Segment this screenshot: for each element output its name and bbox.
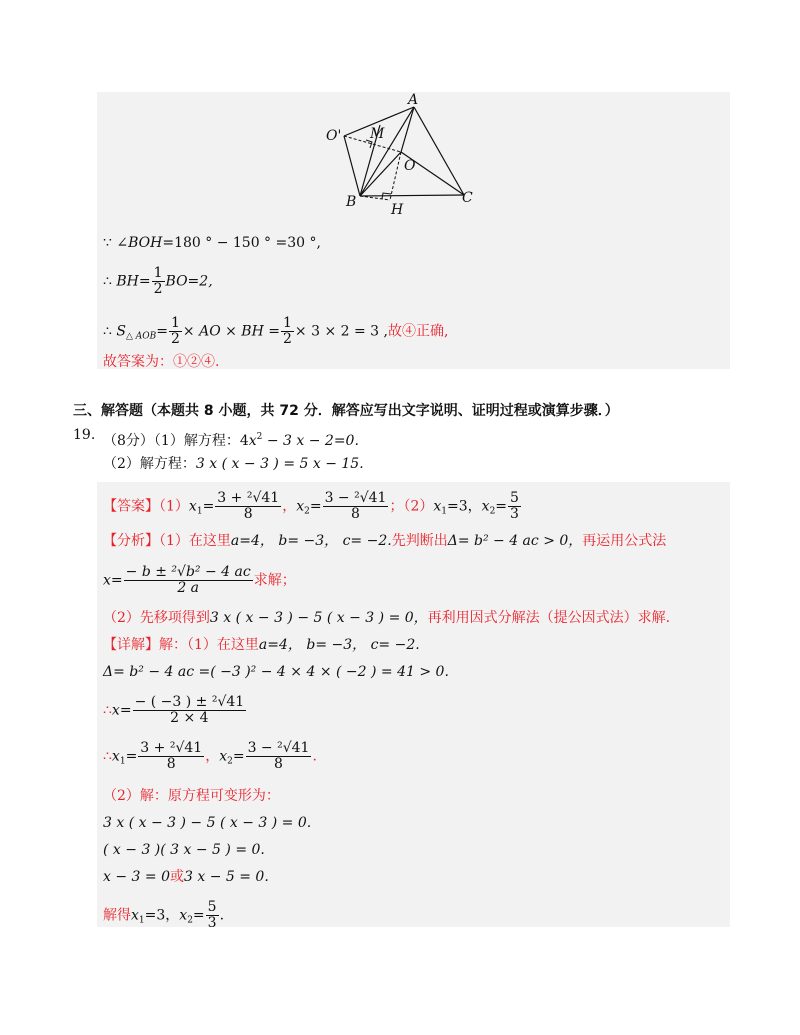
equals-sign: = <box>192 907 205 924</box>
formula-lhs: x= <box>103 572 123 589</box>
fraction-numerator: 3 − ²√41 <box>324 490 387 506</box>
analysis-tag: 【分析】 <box>103 533 159 549</box>
therefore-symbol: ∴ <box>103 702 112 719</box>
fraction-denominator: 8 <box>166 756 176 772</box>
separator: ； <box>389 498 404 515</box>
coefficient-values: a=4， b= −3， c= −2. <box>258 637 420 653</box>
analysis-text: 再运用公式法 <box>582 533 667 549</box>
therefore-symbol: ∴ <box>103 323 112 340</box>
root-x2: x <box>296 498 305 515</box>
equation-expression: 3 x ( x − 3 ) = 5 x − 15. <box>195 456 364 472</box>
step-2: ( x − 3 )( 3 x − 5 ) = 0. <box>103 842 265 858</box>
fraction-denominator: 8 <box>243 506 253 522</box>
detail-text: 解：（1）在这里 <box>159 637 259 653</box>
root-x2: x <box>481 498 490 515</box>
fraction-denominator: 8 <box>274 756 283 772</box>
variable-x: x <box>248 433 257 449</box>
area-result: × 3 × 2 = 3 , <box>294 323 388 340</box>
analysis-line-1 <box>103 531 666 551</box>
analysis-line-2 <box>103 608 670 628</box>
answer-summary: 故答案为：①②④. <box>103 354 220 370</box>
step-1: 3 x ( x − 3 ) − 5 ( x − 3 ) = 0. <box>103 815 312 831</box>
conclusion-text: 故④正确, <box>387 323 449 340</box>
fraction-numerator: 1 <box>170 315 180 331</box>
label-oprime: O' <box>326 128 342 144</box>
fraction-numerator: 1 <box>153 265 163 281</box>
part2-label: （2） <box>403 498 434 515</box>
part1-label: （1） <box>159 498 189 515</box>
period: . <box>312 748 317 765</box>
question-number: 19. <box>73 427 96 443</box>
fraction-denominator: 2 × 4 <box>170 710 209 726</box>
root-x1: x <box>131 907 139 924</box>
equals-sign: = <box>495 498 508 515</box>
analysis-text: 先判断出 <box>391 533 448 549</box>
subscript: 2 <box>227 756 233 767</box>
therefore-symbol: ∴ <box>103 273 112 290</box>
analysis-text: （1）在这里 <box>159 533 231 549</box>
edge-oprime-b <box>344 136 360 196</box>
analysis-text: （2）先移项得到 <box>103 610 210 626</box>
subscript: 2 <box>489 506 496 517</box>
fraction-numerator: 3 − ²√41 <box>247 740 310 756</box>
area-symbol: S <box>116 323 126 340</box>
analysis-text: 求解； <box>253 572 296 589</box>
part2-intro: （2）解：原方程可变形为： <box>103 788 280 804</box>
fraction-denominator: 2 a <box>177 580 200 596</box>
root-x1: x <box>111 748 120 765</box>
therefore-symbol: ∴ <box>103 748 112 765</box>
formula-lhs: x= <box>111 702 132 719</box>
equation-rest: − 3 x − 2=0. <box>262 433 359 449</box>
edge-a-o <box>401 107 414 152</box>
fraction-half <box>152 266 165 297</box>
area-formula-middle: × AO × BH = <box>182 323 280 340</box>
solution-line-1 <box>103 233 321 253</box>
subscript: 1 <box>196 506 203 517</box>
exponent: 2 <box>256 432 263 442</box>
subscript: 2 <box>304 506 310 517</box>
angle-expression: =180 ° − 150 ° =30 °, <box>162 235 321 251</box>
dashed-o-h <box>390 152 401 200</box>
solution-line-2 <box>103 266 213 297</box>
analysis-text: 再利用因式分解法（提公因式法）求解. <box>427 610 671 626</box>
fraction-numerator: − ( −3 ) ± ²√41 <box>134 694 245 710</box>
fraction-denominator: 8 <box>351 506 360 522</box>
part1-prefix: （8分）（1）解方程： <box>103 433 240 449</box>
label-b: B <box>346 194 357 210</box>
label-m: M <box>370 126 385 142</box>
solution-line-3 <box>103 316 448 347</box>
final-fraction <box>206 900 219 931</box>
edge-b-c <box>360 195 464 196</box>
root-x1-fraction <box>138 741 204 772</box>
root-x2-fraction <box>508 491 521 522</box>
detail-line-1 <box>103 635 420 655</box>
discriminant-line: Δ= b² − 4 ac =( −3 )² − 4 × 4 × ( −2 ) = 41 > 0. <box>103 664 449 680</box>
roots-line <box>103 741 317 772</box>
area-subscript: △ AOB <box>125 331 157 342</box>
part2-prefix: （2）解方程： <box>103 456 196 472</box>
root-x2-fraction <box>323 491 389 522</box>
final-intro: 解得 <box>103 907 131 924</box>
subscript: 1 <box>138 915 145 926</box>
angle-boh: BOH <box>128 235 163 251</box>
root-x2-fraction <box>246 741 312 772</box>
fraction-half-1 <box>169 316 182 347</box>
root-x2: x <box>219 748 228 765</box>
fraction-denominator: 3 <box>207 915 217 931</box>
quadratic-formula-fraction <box>124 565 253 596</box>
edge-a-b <box>360 107 414 196</box>
because-symbol: ∵ <box>103 235 112 251</box>
dashed-b-h <box>360 196 390 200</box>
question-part-1 <box>103 427 359 451</box>
separator: ， <box>282 498 297 515</box>
subscript: 2 <box>187 915 193 926</box>
subscript: 1 <box>119 756 126 767</box>
separator: ， <box>205 748 220 765</box>
fraction-half-2 <box>281 316 294 347</box>
coefficient: 4 <box>239 433 249 449</box>
root-x2: x <box>179 907 188 924</box>
coefficient-values: a=4， b= −3， c= −2. <box>230 533 392 549</box>
label-c: C <box>462 190 473 206</box>
geometry-figure <box>320 92 490 222</box>
fraction-numerator: 3 + ²√41 <box>217 490 280 506</box>
fraction-numerator: 5 <box>510 490 519 506</box>
subscript: 1 <box>441 506 448 517</box>
label-a: A <box>408 92 419 108</box>
root-formula-line <box>103 695 247 726</box>
or-word: 或 <box>169 869 184 885</box>
period: . <box>219 907 225 924</box>
label-o: O <box>404 158 416 174</box>
angle-symbol: ∠ <box>116 235 129 251</box>
question-part-2 <box>103 454 364 474</box>
fraction-denominator: 2 <box>282 331 292 347</box>
equals-sign: = <box>125 748 138 765</box>
detail-tag: 【详解】 <box>103 637 159 653</box>
fraction-numerator: 3 + ²√41 <box>140 740 203 756</box>
bh-result: BO=2, <box>165 273 213 290</box>
equals-sign: = <box>156 323 168 340</box>
quadratic-formula-line <box>103 565 296 596</box>
fraction-denominator: 2 <box>170 331 180 347</box>
root-formula-fraction <box>133 695 247 726</box>
root-value: =3， <box>447 498 482 515</box>
discriminant: Δ= b² − 4 ac > 0， <box>447 533 583 549</box>
equals-sign: = <box>232 748 245 765</box>
root-x1: x <box>188 498 197 515</box>
root-value: =3， <box>144 907 180 924</box>
case-b: 3 x − 5 = 0. <box>183 869 269 885</box>
label-h: H <box>391 202 404 218</box>
final-solution <box>103 900 224 931</box>
root-x1: x <box>433 498 442 515</box>
section-heading: 三、解答题（本题共 8 小题，共 72 分．解答应写出文字说明、证明过程或演算步骤．） <box>73 403 619 419</box>
root-x1-fraction <box>215 491 281 522</box>
equals-sign: = <box>138 273 151 290</box>
answer-line: 【答案】$(1)x_1=$ $\frac{\text{3 + ²√41}}{8}$ ，$x_2=$ $\frac{\text{3 − ²√41}}{8}$ ；$(2)x_1=3$，$x_2=$ $\frac{5}{3}$ <box>103 490 519 522</box>
answer-tag: 【答案】 <box>103 498 159 515</box>
fraction-denominator: 2 <box>153 281 163 297</box>
fraction-numerator: − b ± ²√b² − 4 ac <box>125 564 251 580</box>
step-3 <box>103 867 269 887</box>
fraction-denominator: 3 <box>510 506 519 522</box>
case-a: x − 3 = 0 <box>103 869 170 885</box>
segment-bh: BH <box>116 273 139 290</box>
fraction-numerator: 5 <box>207 899 217 915</box>
fraction-numerator: 1 <box>282 315 292 331</box>
edge-a-c <box>414 107 464 195</box>
factored-expression: 3 x ( x − 3 ) − 5 ( x − 3 ) = 0， <box>209 610 428 626</box>
